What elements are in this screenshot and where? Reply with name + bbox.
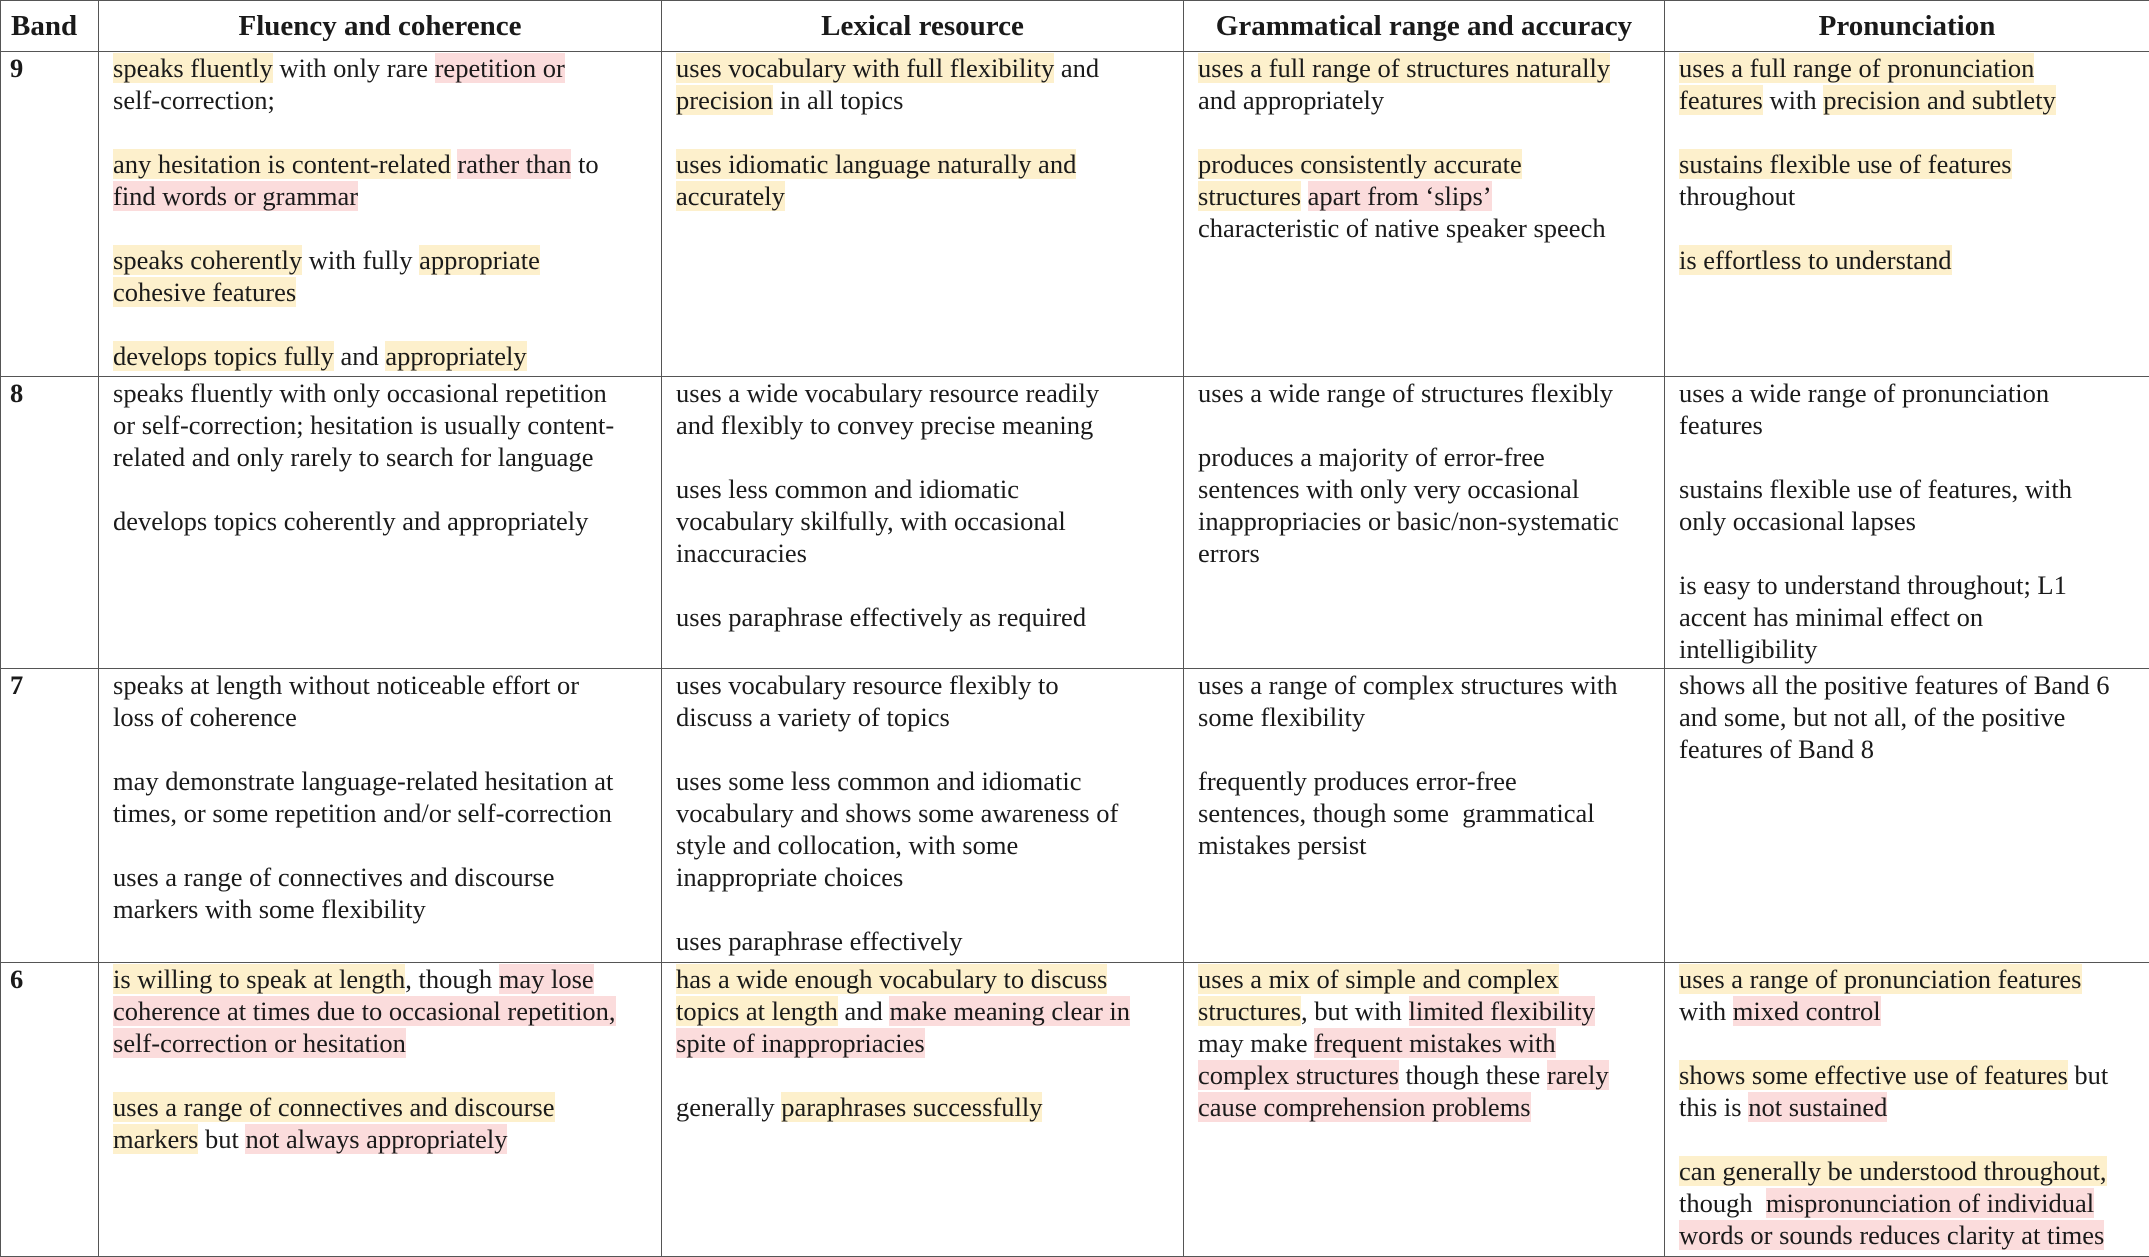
highlight-positive: uses idiomatic language naturally and <box>676 149 1076 179</box>
descriptor-text: discuss a variety of topics <box>676 702 950 732</box>
highlight-positive: sustains flexible use of features <box>1679 149 2012 179</box>
grammar-cell <box>1184 669 1665 963</box>
descriptor-line <box>1198 148 1656 180</box>
descriptor-text: inappropriate choices <box>676 862 903 892</box>
highlight-positive: uses vocabulary with full flexibility <box>676 53 1054 83</box>
highlight-positive: develops topics fully <box>113 341 334 371</box>
lexical-cell <box>662 669 1184 963</box>
lexical-cell <box>662 377 1184 669</box>
descriptor-line <box>676 601 1175 633</box>
descriptor-line <box>1679 733 2141 765</box>
highlight-positive: uses a range of pronunciation features <box>1679 964 2082 994</box>
descriptor-line <box>1679 1187 2141 1219</box>
descriptor-line <box>1198 377 1656 409</box>
descriptor-line <box>113 1027 653 1059</box>
descriptor-line <box>1198 797 1656 829</box>
highlight-positive: precision and subtlety <box>1823 85 2056 115</box>
descriptor-text: uses less common and idiomatic <box>676 474 1019 504</box>
descriptor-line <box>676 441 1175 473</box>
descriptor-line <box>113 308 653 340</box>
descriptor-line <box>676 669 1175 701</box>
descriptor-text: uses a wide vocabulary resource readily <box>676 378 1099 408</box>
descriptor-text: and <box>1054 53 1099 83</box>
highlight-positive: structures <box>1198 996 1301 1026</box>
descriptor-line <box>676 180 1175 212</box>
header-lexical: Lexical resource <box>662 1 1184 52</box>
descriptor-line <box>113 1091 653 1123</box>
descriptor-line <box>1679 148 2141 180</box>
descriptor-line <box>676 377 1175 409</box>
descriptor-text <box>1301 181 1308 211</box>
descriptor-line <box>1198 1091 1656 1123</box>
descriptor-line <box>1679 1123 2141 1155</box>
descriptor-text: sentences, though some grammatical <box>1198 798 1595 828</box>
highlight-positive: has a wide enough vocabulary to discuss <box>676 964 1107 994</box>
descriptor-line <box>1679 1059 2141 1091</box>
descriptor-text: with <box>1679 996 1733 1026</box>
highlight-limitation: frequent mistakes with <box>1314 1028 1555 1058</box>
descriptor-line <box>1198 963 1656 995</box>
descriptor-text: in all topics <box>773 85 903 115</box>
descriptor-text: and appropriately <box>1198 85 1384 115</box>
descriptor-line <box>1198 829 1656 861</box>
fluency-cell <box>99 669 662 963</box>
descriptor-line <box>1198 180 1656 212</box>
highlight-limitation: rather than <box>457 149 571 179</box>
descriptor-text: uses vocabulary resource flexibly to <box>676 670 1059 700</box>
descriptor-line <box>1198 669 1656 701</box>
descriptor-line <box>113 797 653 829</box>
descriptor-text: features of Band 8 <box>1679 734 1874 764</box>
descriptor-line <box>113 829 653 861</box>
descriptor-line <box>1679 1027 2141 1059</box>
descriptor-line <box>113 377 653 409</box>
descriptor-line <box>676 569 1175 601</box>
descriptor-line <box>1679 473 2141 505</box>
highlight-positive: precision <box>676 85 773 115</box>
descriptor-line <box>113 701 653 733</box>
descriptor-line <box>676 1027 1175 1059</box>
descriptor-line <box>1679 995 2141 1027</box>
descriptor-line <box>676 893 1175 925</box>
descriptor-line <box>113 1123 653 1155</box>
descriptor-text: related and only rarely to search for language <box>113 442 593 472</box>
descriptor-text: with only rare <box>273 53 435 83</box>
descriptor-text: uses a range of connectives and discourse <box>113 862 555 892</box>
highlight-limitation: not always appropriately <box>245 1124 507 1154</box>
highlight-limitation: not sustained <box>1748 1092 1887 1122</box>
highlight-limitation: find words or grammar <box>113 181 358 211</box>
highlight-positive: speaks coherently <box>113 245 302 275</box>
descriptor-line <box>1198 116 1656 148</box>
descriptor-text: and <box>838 996 890 1026</box>
descriptor-line <box>676 505 1175 537</box>
descriptor-text: , though <box>405 964 499 994</box>
descriptor-line <box>676 733 1175 765</box>
descriptor-line <box>113 244 653 276</box>
descriptor-line <box>1679 569 2141 601</box>
descriptor-line <box>676 829 1175 861</box>
descriptor-line <box>113 505 653 537</box>
descriptor-line <box>676 861 1175 893</box>
descriptor-text: with <box>1763 85 1823 115</box>
descriptor-line <box>1679 1091 2141 1123</box>
descriptor-text: only occasional lapses <box>1679 506 1916 536</box>
highlight-limitation: coherence at times due to occasional repetition, <box>113 996 616 1026</box>
descriptor-text: uses paraphrase effectively as required <box>676 602 1086 632</box>
descriptor-line <box>1198 409 1656 441</box>
descriptor-text: but <box>198 1124 245 1154</box>
descriptor-line <box>113 733 653 765</box>
descriptor-text: mistakes persist <box>1198 830 1367 860</box>
header-fluency: Fluency and coherence <box>99 1 662 52</box>
descriptor-line <box>676 84 1175 116</box>
descriptor-line <box>1198 473 1656 505</box>
descriptor-text: but <box>2068 1060 2109 1090</box>
descriptor-line <box>113 212 653 244</box>
band-row-9 <box>1 52 2149 377</box>
descriptor-text: accent has minimal effect on <box>1679 602 1983 632</box>
pronunciation-cell <box>1665 52 2149 377</box>
descriptor-line <box>113 861 653 893</box>
highlight-positive: uses a range of connectives and discourse <box>113 1092 555 1122</box>
descriptor-line <box>1198 212 1656 244</box>
descriptor-line <box>113 765 653 797</box>
descriptor-line <box>1198 995 1656 1027</box>
descriptor-line <box>1198 52 1656 84</box>
pronunciation-cell <box>1665 669 2149 963</box>
band-number: 6 <box>1 963 99 1257</box>
highlight-limitation: spite of inappropriacies <box>676 1028 925 1058</box>
descriptor-line <box>1679 537 2141 569</box>
descriptor-text: uses a wide range of pronunciation <box>1679 378 2049 408</box>
highlight-positive: structures <box>1198 181 1301 211</box>
band-number: 9 <box>1 52 99 377</box>
pronunciation-cell <box>1665 377 2149 669</box>
descriptor-text: throughout <box>1679 181 1795 211</box>
highlight-positive: cohesive features <box>113 277 296 307</box>
descriptor-line <box>113 473 653 505</box>
descriptor-text: may make <box>1198 1028 1314 1058</box>
descriptor-line <box>1198 84 1656 116</box>
highlight-limitation: apart from ‘slips’ <box>1308 181 1492 211</box>
descriptor-text: though <box>1679 1188 1766 1218</box>
highlight-limitation: may lose <box>499 964 594 994</box>
descriptor-text: uses a range of complex structures with <box>1198 670 1617 700</box>
descriptor-line <box>676 148 1175 180</box>
descriptor-line <box>1198 701 1656 733</box>
highlight-limitation: complex structures <box>1198 1060 1399 1090</box>
highlight-positive: paraphrases successfully <box>781 1092 1042 1122</box>
descriptor-line <box>676 995 1175 1027</box>
descriptor-text: characteristic of native speaker speech <box>1198 213 1606 243</box>
descriptor-text: loss of coherence <box>113 702 297 732</box>
highlight-positive: any hesitation is content-related <box>113 149 451 179</box>
highlight-limitation: make meaning clear in <box>889 996 1130 1026</box>
grammar-cell <box>1184 377 1665 669</box>
highlight-limitation: words or sounds reduces clarity at times <box>1679 1220 2104 1250</box>
header-row <box>1 1 2149 52</box>
descriptor-line <box>113 669 653 701</box>
descriptor-line <box>113 441 653 473</box>
descriptor-line <box>1679 633 2141 665</box>
descriptor-text: with fully <box>302 245 419 275</box>
descriptor-text: produces a majority of error-free <box>1198 442 1545 472</box>
descriptor-line <box>1679 116 2141 148</box>
fluency-cell <box>99 377 662 669</box>
highlight-positive: uses a full range of pronunciation <box>1679 53 2034 83</box>
descriptor-line <box>1679 601 2141 633</box>
descriptor-text: , but with <box>1301 996 1408 1026</box>
descriptor-line <box>113 1059 653 1091</box>
descriptor-line <box>676 797 1175 829</box>
descriptor-line <box>676 1091 1175 1123</box>
highlight-positive: is willing to speak at length <box>113 964 405 994</box>
descriptor-text: shows all the positive features of Band 6 <box>1679 670 2110 700</box>
highlight-positive: appropriate <box>419 245 540 275</box>
descriptor-text: uses paraphrase effectively <box>676 926 962 956</box>
descriptor-text: markers with some flexibility <box>113 894 426 924</box>
descriptor-line <box>113 409 653 441</box>
highlight-positive: accurately <box>676 181 785 211</box>
descriptor-line <box>113 180 653 212</box>
descriptor-text: errors <box>1198 538 1260 568</box>
descriptor-text: and <box>334 341 386 371</box>
descriptor-text: sustains flexible use of features, with <box>1679 474 2072 504</box>
descriptor-text: uses a wide range of structures flexibly <box>1198 378 1613 408</box>
descriptor-line <box>676 52 1175 84</box>
descriptor-text: and some, but not all, of the positive <box>1679 702 2065 732</box>
lexical-cell <box>662 52 1184 377</box>
descriptor-line <box>1679 377 2141 409</box>
descriptor-text: is easy to understand throughout; L1 <box>1679 570 2067 600</box>
descriptor-line <box>1679 84 2141 116</box>
descriptor-text: self-correction; <box>113 85 275 115</box>
descriptor-text: intelligibility <box>1679 634 1817 664</box>
descriptor-line <box>1679 505 2141 537</box>
fluency-cell <box>99 963 662 1257</box>
band-number: 7 <box>1 669 99 963</box>
descriptor-line <box>1679 669 2141 701</box>
descriptor-line <box>676 116 1175 148</box>
highlight-positive: uses a full range of structures naturally <box>1198 53 1610 83</box>
descriptor-line <box>1679 1219 2141 1251</box>
descriptor-text: features <box>1679 410 1763 440</box>
highlight-limitation: self-correction or hesitation <box>113 1028 406 1058</box>
descriptor-line <box>676 473 1175 505</box>
descriptor-line <box>1679 52 2141 84</box>
pronunciation-cell <box>1665 963 2149 1257</box>
highlight-limitation: cause comprehension problems <box>1198 1092 1531 1122</box>
descriptor-line <box>113 52 653 84</box>
descriptor-text: times, or some repetition and/or self-correction <box>113 798 612 828</box>
descriptor-text: or self-correction; hesitation is usually content- <box>113 410 614 440</box>
descriptor-text: to <box>571 149 598 179</box>
descriptor-line <box>113 276 653 308</box>
highlight-positive: is effortless to understand <box>1679 245 1952 275</box>
descriptor-line <box>676 701 1175 733</box>
highlight-limitation: mixed control <box>1733 996 1881 1026</box>
descriptor-line <box>676 409 1175 441</box>
descriptor-text: this is <box>1679 1092 1748 1122</box>
descriptor-text: though these <box>1399 1060 1547 1090</box>
descriptor-text: may demonstrate language-related hesitation at <box>113 766 613 796</box>
descriptor-text: and flexibly to convey precise meaning <box>676 410 1093 440</box>
descriptor-line <box>113 893 653 925</box>
highlight-positive: appropriately <box>385 341 526 371</box>
descriptor-text: vocabulary skilfully, with occasional <box>676 506 1066 536</box>
descriptor-line <box>1679 963 2141 995</box>
band-row-6 <box>1 963 2149 1257</box>
descriptor-line <box>1679 180 2141 212</box>
highlight-limitation: limited flexibility <box>1409 996 1595 1026</box>
descriptor-line <box>1679 212 2141 244</box>
descriptor-line <box>676 1059 1175 1091</box>
lexical-cell <box>662 963 1184 1257</box>
header-pronunciation: Pronunciation <box>1665 1 2149 52</box>
descriptor-line <box>113 963 653 995</box>
descriptor-line <box>1198 733 1656 765</box>
descriptor-line <box>1198 1059 1656 1091</box>
descriptor-text: some flexibility <box>1198 702 1365 732</box>
descriptor-line <box>1679 441 2141 473</box>
highlight-limitation: rarely <box>1547 1060 1609 1090</box>
descriptor-line <box>1679 701 2141 733</box>
descriptor-text: inappropriacies or basic/non-systematic <box>1198 506 1619 536</box>
descriptor-line <box>1198 505 1656 537</box>
descriptor-line <box>113 340 653 372</box>
descriptor-line <box>1679 244 2141 276</box>
fluency-cell <box>99 52 662 377</box>
descriptor-line <box>1198 765 1656 797</box>
highlight-limitation: mispronunciation of individual <box>1766 1188 2094 1218</box>
descriptor-text: speaks at length without noticeable effort or <box>113 670 579 700</box>
header-band: Band <box>1 1 99 52</box>
descriptor-line <box>676 765 1175 797</box>
highlight-positive: markers <box>113 1124 198 1154</box>
highlight-positive: speaks fluently <box>113 53 273 83</box>
descriptor-line <box>113 995 653 1027</box>
descriptor-text: inaccuracies <box>676 538 807 568</box>
descriptor-text: speaks fluently with only occasional repetition <box>113 378 607 408</box>
descriptor-line <box>1198 537 1656 569</box>
highlight-positive: produces consistently accurate <box>1198 149 1522 179</box>
header-grammar: Grammatical range and accuracy <box>1184 1 1665 52</box>
highlight-positive: features <box>1679 85 1763 115</box>
highlight-positive: uses a mix of simple and complex <box>1198 964 1559 994</box>
descriptor-line <box>113 84 653 116</box>
descriptor-line <box>113 116 653 148</box>
band-row-8 <box>1 377 2149 669</box>
descriptor-text: uses some less common and idiomatic <box>676 766 1082 796</box>
descriptor-line <box>1198 441 1656 473</box>
descriptor-line <box>1679 409 2141 441</box>
highlight-limitation: repetition or <box>435 53 565 83</box>
highlight-positive: can generally be understood throughout, <box>1679 1156 2107 1186</box>
descriptor-line <box>1198 1027 1656 1059</box>
descriptor-text: sentences with only very occasional <box>1198 474 1579 504</box>
descriptor-line <box>676 537 1175 569</box>
grammar-cell <box>1184 52 1665 377</box>
band-row-7 <box>1 669 2149 963</box>
descriptor-text: style and collocation, with some <box>676 830 1018 860</box>
descriptor-line <box>113 148 653 180</box>
band-number: 8 <box>1 377 99 669</box>
descriptor-line <box>676 925 1175 957</box>
descriptor-line <box>676 963 1175 995</box>
highlight-positive: shows some effective use of features <box>1679 1060 2068 1090</box>
descriptor-text: vocabulary and shows some awareness of <box>676 798 1118 828</box>
grammar-cell <box>1184 963 1665 1257</box>
descriptor-line <box>1679 1155 2141 1187</box>
descriptor-text: generally <box>676 1092 781 1122</box>
descriptor-text: develops topics coherently and appropriately <box>113 506 588 536</box>
highlight-positive: topics at length <box>676 996 838 1026</box>
descriptor-text: frequently produces error-free <box>1198 766 1517 796</box>
